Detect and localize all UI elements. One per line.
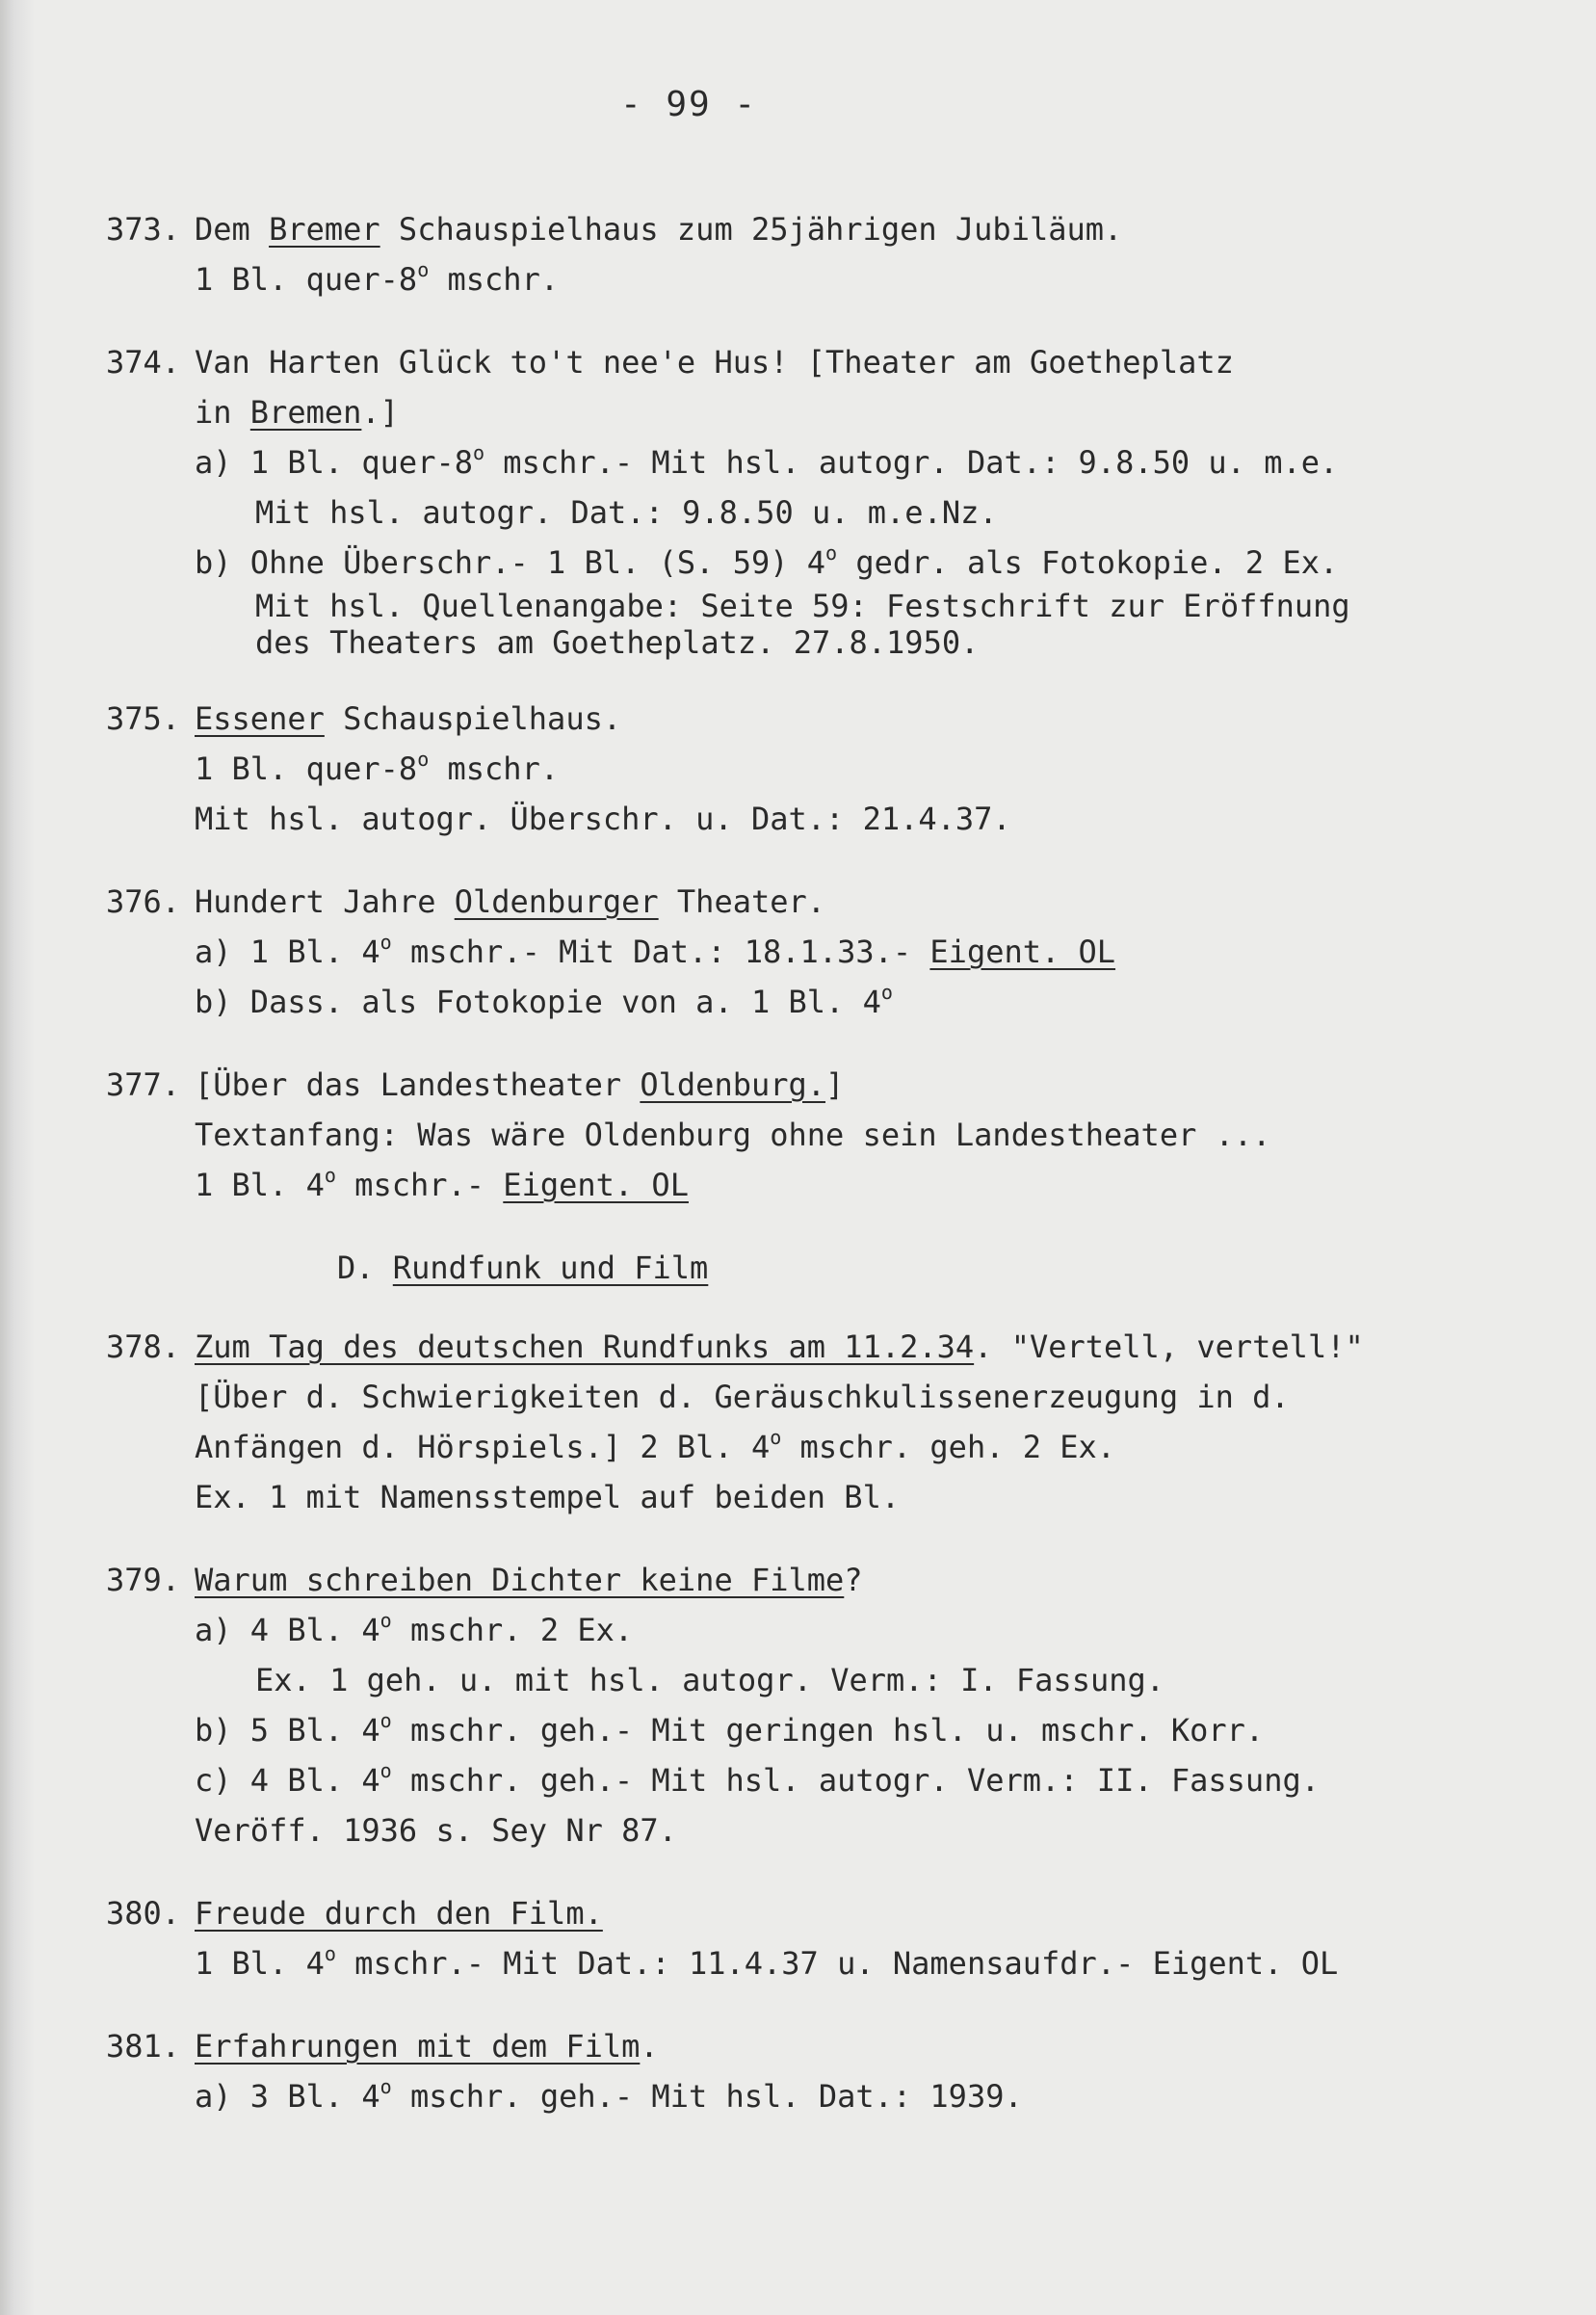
entry-line	[195, 977, 1512, 1027]
entries-after-section	[106, 1322, 1512, 2121]
line-text: Mit hsl. autogr. Überschr. u. Dat.: 21.4.37.	[195, 801, 1011, 837]
format-degree-mark: o	[324, 1942, 336, 1965]
section-heading-title: Rundfunk und Film	[392, 1250, 709, 1286]
entry-number: 374.	[106, 344, 181, 381]
line-text: 1 Bl. quer-8	[195, 261, 418, 298]
entry-line	[195, 538, 1512, 588]
entry-number: 376.	[106, 883, 181, 920]
format-degree-mark: o	[880, 981, 893, 1004]
line-text: Veröff. 1936 s. Sey Nr 87.	[195, 1812, 677, 1849]
line-text: Schauspielhaus zum 25jährigen Jubiläum.	[379, 211, 1123, 248]
entry-line	[195, 1060, 1512, 1110]
entry-line	[195, 1805, 1512, 1855]
entry-line	[195, 1422, 1512, 1472]
section-heading-prefix: D.	[337, 1250, 393, 1286]
line-text: Textanfang: Was wäre Oldenburg ohne sein Landestheater ...	[195, 1117, 1271, 1153]
page-number: - 99 -	[619, 85, 758, 124]
format-degree-mark: o	[379, 2075, 392, 2098]
underlined-text: Warum schreiben Dichter keine Filme	[195, 1562, 845, 1598]
line-text: ]	[825, 1066, 845, 1103]
line-text: Ex. 1 geh. u. mit hsl. autogr. Verm.: I. Fassung.	[255, 1662, 1165, 1698]
line-text: mschr. geh.- Mit hsl. autogr. Verm.: II. Fassung.	[391, 1762, 1320, 1799]
entry-line	[255, 624, 1512, 661]
underlined-text: Oldenburg.	[640, 1066, 826, 1103]
entry-line	[195, 1938, 1512, 1988]
line-text: 1 Bl. 4	[195, 1945, 325, 1982]
underlined-text: Essener	[195, 700, 325, 737]
line-text: mschr.- Mit hsl. autogr. Dat.: 9.8.50 u. m.e.	[484, 444, 1339, 481]
entry-line	[195, 1755, 1512, 1805]
underlined-text: Eigent. OL	[929, 934, 1116, 970]
entry-line	[195, 437, 1512, 487]
line-text: b) Dass. als Fotokopie von a. 1 Bl. 4	[195, 984, 881, 1020]
catalog-entry	[106, 694, 1512, 844]
format-degree-mark: o	[379, 931, 392, 954]
entry-line	[195, 204, 1512, 254]
entry-body	[195, 1555, 1512, 1855]
underlined-text: Bremen	[249, 394, 362, 431]
entry-line	[195, 1372, 1512, 1422]
line-text: [Über das Landestheater	[195, 1066, 641, 1103]
entry-line	[195, 2021, 1512, 2071]
line-text: c) 4 Bl. 4	[195, 1762, 380, 1799]
line-text: Dem	[195, 211, 270, 248]
line-text: Van Harten Glück to't nee'e Hus! [Theater am Goetheplatz	[195, 344, 1234, 381]
line-text: Ex. 1 mit Namensstempel auf beiden Bl.	[195, 1479, 901, 1515]
entry-line	[255, 487, 1512, 538]
line-text: .]	[361, 394, 399, 431]
entry-line	[195, 1605, 1512, 1655]
entry-body	[195, 1060, 1512, 1210]
catalog-entry	[106, 1322, 1512, 1522]
entry-line	[255, 588, 1512, 624]
line-text: . "Vertell, vertell!"	[974, 1328, 1364, 1365]
entry-line	[195, 337, 1512, 387]
format-degree-mark: o	[379, 1609, 392, 1632]
underlined-text: Oldenburger	[454, 883, 659, 920]
entry-number: 378.	[106, 1328, 181, 1365]
line-text: a) 3 Bl. 4	[195, 2078, 380, 2115]
underlined-text: Erfahrungen mit dem Film	[195, 2028, 641, 2065]
entry-line	[195, 1322, 1512, 1372]
line-text: Schauspielhaus.	[324, 700, 622, 737]
entry-body	[195, 337, 1512, 661]
line-text: mschr.	[429, 261, 560, 298]
line-text: mschr. geh.- Mit geringen hsl. u. mschr. Korr.	[391, 1712, 1265, 1749]
line-text: Hundert Jahre	[195, 883, 455, 920]
line-text: mschr. 2 Ex.	[391, 1612, 634, 1648]
catalog-entry	[106, 1060, 1512, 1210]
entry-line	[195, 1705, 1512, 1755]
format-degree-mark: o	[417, 748, 430, 771]
entry-number: 379.	[106, 1562, 181, 1598]
line-text: a) 1 Bl. 4	[195, 934, 380, 970]
line-text: 1 Bl. quer-8	[195, 750, 418, 787]
line-text: Mit hsl. autogr. Dat.: 9.8.50 u. m.e.Nz.	[255, 494, 998, 531]
line-text: 1 Bl. 4	[195, 1167, 325, 1203]
underlined-text: Bremer	[269, 211, 380, 248]
catalog-entry	[106, 204, 1512, 304]
line-text: des Theaters am Goetheplatz. 27.8.1950.	[255, 624, 980, 661]
entry-line	[195, 877, 1512, 927]
entry-line	[195, 694, 1512, 744]
entry-line	[195, 744, 1512, 794]
entry-line	[195, 1555, 1512, 1605]
entry-body	[195, 694, 1512, 844]
line-text: Theater.	[658, 883, 826, 920]
entry-body	[195, 204, 1512, 304]
section-heading	[337, 1243, 1512, 1293]
entry-line	[195, 927, 1512, 977]
format-degree-mark: o	[379, 1759, 392, 1782]
entry-number: 381.	[106, 2028, 181, 2065]
entry-line	[195, 1888, 1512, 1938]
line-text: [Über d. Schwierigkeiten d. Geräuschkulissenerzeugung in d.	[195, 1379, 1290, 1415]
format-degree-mark: o	[825, 541, 838, 565]
catalog-entry	[106, 1888, 1512, 1988]
entry-body	[195, 2021, 1512, 2121]
line-text: ?	[844, 1562, 863, 1598]
line-text: .	[640, 2028, 659, 2065]
line-text: a) 4 Bl. 4	[195, 1612, 380, 1648]
line-text: mschr.- Mit Dat.: 11.4.37 u. Namensaufdr.- Eigent. OL	[335, 1945, 1339, 1982]
format-degree-mark: o	[472, 441, 485, 464]
entry-number: 375.	[106, 700, 181, 737]
line-text: in	[195, 394, 250, 431]
line-text: b) Ohne Überschr.- 1 Bl. (S. 59) 4	[195, 544, 826, 581]
format-degree-mark: o	[770, 1426, 782, 1449]
entry-body	[195, 1888, 1512, 1988]
entry-number: 377.	[106, 1066, 181, 1103]
entry-line	[255, 1655, 1512, 1705]
entry-body	[195, 1322, 1512, 1522]
catalog-entry	[106, 877, 1512, 1027]
line-text: mschr.	[429, 750, 560, 787]
line-text: mschr. geh.- Mit hsl. Dat.: 1939.	[391, 2078, 1023, 2115]
entries-before-section	[106, 204, 1512, 1210]
entry-line	[195, 254, 1512, 304]
catalog-entry	[106, 2021, 1512, 2121]
line-text: mschr.- Mit Dat.: 18.1.33.-	[391, 934, 930, 970]
entry-line	[195, 387, 1512, 437]
line-text: b) 5 Bl. 4	[195, 1712, 380, 1749]
entry-number: 380.	[106, 1895, 181, 1932]
format-degree-mark: o	[379, 1709, 392, 1732]
format-degree-mark: o	[324, 1164, 336, 1187]
catalog-entries	[106, 204, 1512, 2154]
entry-number: 373.	[106, 211, 181, 248]
line-text: Anfängen d. Hörspiels.] 2 Bl. 4	[195, 1429, 771, 1465]
catalog-entry	[106, 337, 1512, 661]
entry-line	[195, 794, 1512, 844]
catalog-entry	[106, 1555, 1512, 1855]
entry-line	[195, 2071, 1512, 2121]
line-text: Mit hsl. Quellenangabe: Seite 59: Festschrift zur Eröffnung	[255, 588, 1350, 624]
underlined-text: Freude durch den Film.	[195, 1895, 603, 1932]
underlined-text: Eigent. OL	[503, 1167, 689, 1203]
entry-line	[195, 1110, 1512, 1160]
format-degree-mark: o	[417, 258, 430, 281]
line-text: mschr. geh. 2 Ex.	[781, 1429, 1116, 1465]
entry-body	[195, 877, 1512, 1027]
line-text: gedr. als Fotokopie. 2 Ex.	[837, 544, 1339, 581]
underlined-text: Zum Tag des deutschen Rundfunks am 11.2.34	[195, 1328, 975, 1365]
line-text: a) 1 Bl. quer-8	[195, 444, 473, 481]
line-text: mschr.-	[335, 1167, 504, 1203]
entry-line	[195, 1472, 1512, 1522]
entry-line	[195, 1160, 1512, 1210]
